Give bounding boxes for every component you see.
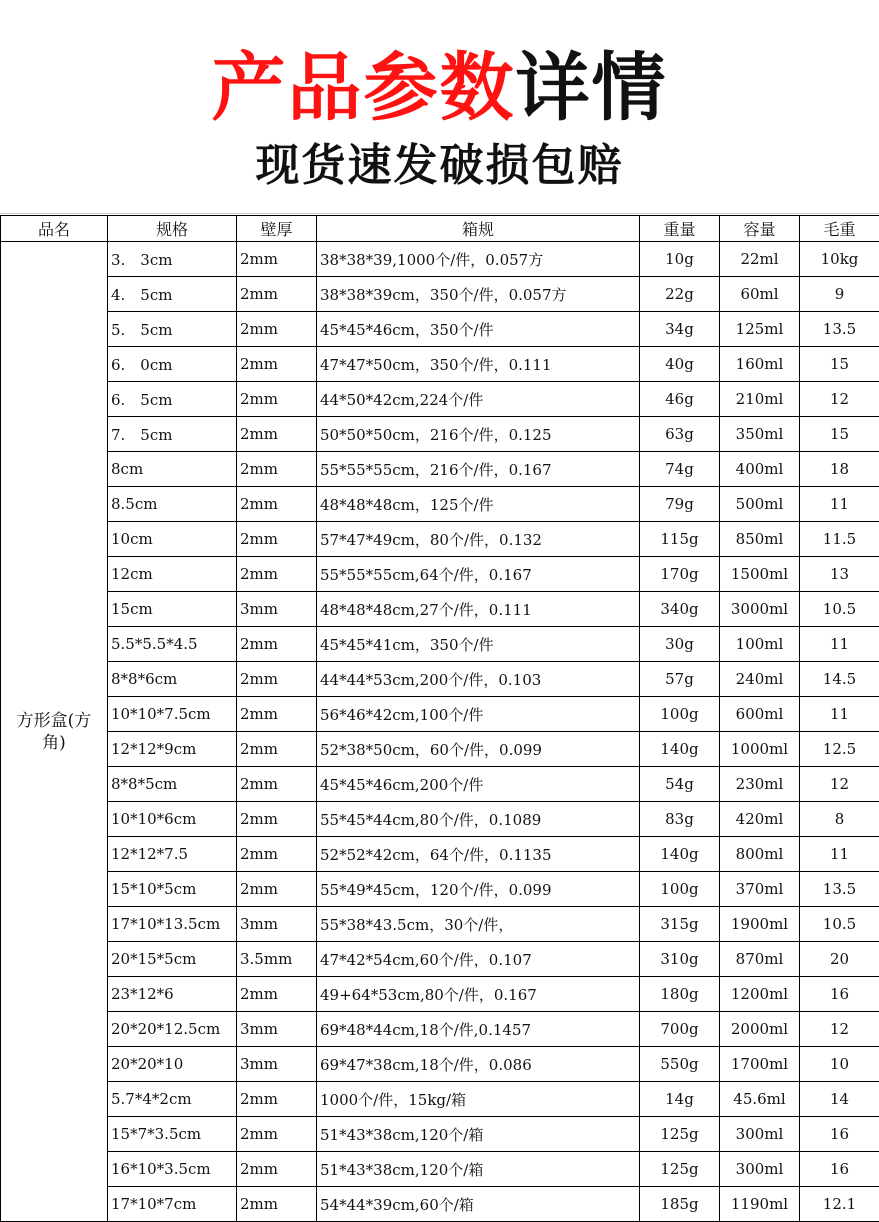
thickness-cell: 3mm — [237, 907, 317, 942]
carton-cell: 69*48*44cm,18个/件,0.1457 — [317, 1012, 640, 1047]
thickness-cell: 2mm — [237, 312, 317, 347]
weight-cell: 700g — [640, 1012, 720, 1047]
spec-cell: 15cm — [108, 592, 237, 627]
carton-cell: 52*52*42cm，64个/件，0.1135 — [317, 837, 640, 872]
table-row — [1, 767, 879, 802]
carton-cell: 45*45*46cm，350个/件 — [317, 312, 640, 347]
carton-cell: 45*45*46cm,200个/件 — [317, 767, 640, 802]
table-row — [1, 277, 879, 312]
weight-cell: 54g — [640, 767, 720, 802]
weight-cell: 550g — [640, 1047, 720, 1082]
thickness-cell: 2mm — [237, 382, 317, 417]
thickness-cell: 2mm — [237, 697, 317, 732]
thickness-cell: 2mm — [237, 662, 317, 697]
carton-cell: 57*47*49cm，80个/件，0.132 — [317, 522, 640, 557]
gross-weight-cell: 14 — [800, 1082, 879, 1117]
carton-cell: 48*48*48cm，125个/件 — [317, 487, 640, 522]
weight-cell: 46g — [640, 382, 720, 417]
table-row — [1, 522, 879, 557]
spec-cell: 5.7*4*2cm — [108, 1082, 237, 1117]
carton-cell: 55*45*44cm,80个/件，0.1089 — [317, 802, 640, 837]
spec-cell: 5.5*5.5*4.5 — [108, 627, 237, 662]
table-body — [1, 242, 879, 1222]
capacity-cell: 350ml — [720, 417, 800, 452]
gross-weight-cell: 8 — [800, 802, 879, 837]
capacity-cell: 3000ml — [720, 592, 800, 627]
table-row — [1, 907, 879, 942]
table-row — [1, 242, 879, 277]
carton-cell: 38*38*39cm，350个/件，0.057方 — [317, 277, 640, 312]
weight-cell: 340g — [640, 592, 720, 627]
table-row — [1, 557, 879, 592]
capacity-cell: 850ml — [720, 522, 800, 557]
title-black-part: 详情 — [516, 45, 668, 131]
thickness-cell: 2mm — [237, 487, 317, 522]
gross-weight-cell: 15 — [800, 417, 879, 452]
gross-weight-cell: 11 — [800, 697, 879, 732]
gross-weight-cell: 11 — [800, 487, 879, 522]
title-red-part: 产品参数 — [212, 45, 516, 131]
gross-weight-cell: 10.5 — [800, 592, 879, 627]
product-name-cell: 方形盒(方角) — [1, 242, 108, 1222]
table-row — [1, 697, 879, 732]
weight-cell: 315g — [640, 907, 720, 942]
table-row — [1, 1012, 879, 1047]
capacity-cell: 870ml — [720, 942, 800, 977]
weight-cell: 40g — [640, 347, 720, 382]
gross-weight-cell: 13.5 — [800, 872, 879, 907]
spec-cell: 17*10*7cm — [108, 1187, 237, 1222]
thickness-cell: 2mm — [237, 277, 317, 312]
capacity-cell: 240ml — [720, 662, 800, 697]
thickness-cell: 2mm — [237, 872, 317, 907]
carton-cell: 55*49*45cm，120个/件，0.099 — [317, 872, 640, 907]
capacity-cell: 420ml — [720, 802, 800, 837]
thickness-cell: 2mm — [237, 767, 317, 802]
spec-cell: 6. 5cm — [108, 382, 237, 417]
capacity-cell: 210ml — [720, 382, 800, 417]
gross-weight-cell: 16 — [800, 977, 879, 1012]
col-header-spec: 规格 — [108, 216, 237, 242]
spec-cell: 10*10*6cm — [108, 802, 237, 837]
capacity-cell: 60ml — [720, 277, 800, 312]
capacity-cell: 22ml — [720, 242, 800, 277]
table-row — [1, 487, 879, 522]
carton-cell: 51*43*38cm,120个/箱 — [317, 1152, 640, 1187]
carton-cell: 47*42*54cm,60个/件，0.107 — [317, 942, 640, 977]
col-header-capacity: 容量 — [720, 216, 800, 242]
gross-weight-cell: 13.5 — [800, 312, 879, 347]
capacity-cell: 1900ml — [720, 907, 800, 942]
thickness-cell: 3mm — [237, 592, 317, 627]
gross-weight-cell: 11.5 — [800, 522, 879, 557]
col-header-thickness: 壁厚 — [237, 216, 317, 242]
capacity-cell: 800ml — [720, 837, 800, 872]
gross-weight-cell: 11 — [800, 837, 879, 872]
weight-cell: 74g — [640, 452, 720, 487]
capacity-cell: 1190ml — [720, 1187, 800, 1222]
spec-cell: 16*10*3.5cm — [108, 1152, 237, 1187]
capacity-cell: 160ml — [720, 347, 800, 382]
thickness-cell: 2mm — [237, 977, 317, 1012]
capacity-cell: 500ml — [720, 487, 800, 522]
carton-cell: 69*47*38cm,18个/件，0.086 — [317, 1047, 640, 1082]
table-row — [1, 312, 879, 347]
carton-cell: 44*50*42cm,224个/件 — [317, 382, 640, 417]
weight-cell: 22g — [640, 277, 720, 312]
thickness-cell: 2mm — [237, 347, 317, 382]
thickness-cell: 2mm — [237, 557, 317, 592]
thickness-cell: 2mm — [237, 1117, 317, 1152]
table-row — [1, 1117, 879, 1152]
col-header-carton: 箱规 — [317, 216, 640, 242]
carton-cell: 48*48*48cm,27个/件，0.111 — [317, 592, 640, 627]
weight-cell: 30g — [640, 627, 720, 662]
spec-cell: 4. 5cm — [108, 277, 237, 312]
page-title — [0, 40, 879, 136]
spec-cell: 10*10*7.5cm — [108, 697, 237, 732]
gross-weight-cell: 12.5 — [800, 732, 879, 767]
table-row — [1, 417, 879, 452]
weight-cell: 140g — [640, 837, 720, 872]
capacity-cell: 1000ml — [720, 732, 800, 767]
table-row — [1, 1152, 879, 1187]
thickness-cell: 2mm — [237, 1082, 317, 1117]
carton-cell: 1000个/件，15kg/箱 — [317, 1082, 640, 1117]
weight-cell: 34g — [640, 312, 720, 347]
weight-cell: 125g — [640, 1117, 720, 1152]
spec-cell: 12*12*7.5 — [108, 837, 237, 872]
thickness-cell: 2mm — [237, 1187, 317, 1222]
table-row — [1, 452, 879, 487]
gross-weight-cell: 12 — [800, 1012, 879, 1047]
table-row — [1, 942, 879, 977]
col-header-name: 品名 — [1, 216, 108, 242]
thickness-cell: 2mm — [237, 417, 317, 452]
header-banner — [0, 0, 879, 214]
capacity-cell: 45.6ml — [720, 1082, 800, 1117]
thickness-cell: 2mm — [237, 452, 317, 487]
weight-cell: 140g — [640, 732, 720, 767]
spec-cell: 20*20*12.5cm — [108, 1012, 237, 1047]
weight-cell: 57g — [640, 662, 720, 697]
weight-cell: 10g — [640, 242, 720, 277]
weight-cell: 100g — [640, 697, 720, 732]
table-row — [1, 662, 879, 697]
carton-cell: 44*44*53cm,200个/件，0.103 — [317, 662, 640, 697]
gross-weight-cell: 18 — [800, 452, 879, 487]
spec-cell: 8*8*5cm — [108, 767, 237, 802]
table-header-row — [1, 216, 879, 242]
gross-weight-cell: 9 — [800, 277, 879, 312]
spec-cell: 5. 5cm — [108, 312, 237, 347]
capacity-cell: 400ml — [720, 452, 800, 487]
col-header-gross: 毛重 — [800, 216, 879, 242]
page-subtitle: 现货速发破损包赔 — [0, 138, 879, 194]
carton-cell: 54*44*39cm,60个/箱 — [317, 1187, 640, 1222]
capacity-cell: 1500ml — [720, 557, 800, 592]
capacity-cell: 300ml — [720, 1152, 800, 1187]
table-row — [1, 382, 879, 417]
weight-cell: 79g — [640, 487, 720, 522]
capacity-cell: 2000ml — [720, 1012, 800, 1047]
capacity-cell: 370ml — [720, 872, 800, 907]
carton-cell: 51*43*38cm,120个/箱 — [317, 1117, 640, 1152]
thickness-cell: 2mm — [237, 627, 317, 662]
weight-cell: 180g — [640, 977, 720, 1012]
carton-cell: 55*55*55cm,64个/件，0.167 — [317, 557, 640, 592]
col-header-weight: 重量 — [640, 216, 720, 242]
spec-cell: 12cm — [108, 557, 237, 592]
weight-cell: 63g — [640, 417, 720, 452]
gross-weight-cell: 15 — [800, 347, 879, 382]
weight-cell: 125g — [640, 1152, 720, 1187]
gross-weight-cell: 16 — [800, 1152, 879, 1187]
table-row — [1, 1187, 879, 1222]
thickness-cell: 2mm — [237, 1152, 317, 1187]
thickness-cell: 3mm — [237, 1047, 317, 1082]
weight-cell: 100g — [640, 872, 720, 907]
spec-cell: 8.5cm — [108, 487, 237, 522]
thickness-cell: 2mm — [237, 732, 317, 767]
capacity-cell: 100ml — [720, 627, 800, 662]
weight-cell: 83g — [640, 802, 720, 837]
carton-cell: 50*50*50cm，216个/件，0.125 — [317, 417, 640, 452]
gross-weight-cell: 10 — [800, 1047, 879, 1082]
carton-cell: 45*45*41cm，350个/件 — [317, 627, 640, 662]
table-row — [1, 1047, 879, 1082]
table-row — [1, 1082, 879, 1117]
capacity-cell: 125ml — [720, 312, 800, 347]
spec-cell: 6. 0cm — [108, 347, 237, 382]
carton-cell: 52*38*50cm，60个/件，0.099 — [317, 732, 640, 767]
gross-weight-cell: 12 — [800, 767, 879, 802]
gross-weight-cell: 11 — [800, 627, 879, 662]
capacity-cell: 1200ml — [720, 977, 800, 1012]
spec-cell: 23*12*6 — [108, 977, 237, 1012]
weight-cell: 170g — [640, 557, 720, 592]
gross-weight-cell: 14.5 — [800, 662, 879, 697]
spec-cell: 20*15*5cm — [108, 942, 237, 977]
spec-cell: 17*10*13.5cm — [108, 907, 237, 942]
spec-cell: 15*7*3.5cm — [108, 1117, 237, 1152]
carton-cell: 49+64*53cm,80个/件，0.167 — [317, 977, 640, 1012]
gross-weight-cell: 10.5 — [800, 907, 879, 942]
capacity-cell: 230ml — [720, 767, 800, 802]
spec-cell: 10cm — [108, 522, 237, 557]
gross-weight-cell: 16 — [800, 1117, 879, 1152]
gross-weight-cell: 12.1 — [800, 1187, 879, 1222]
spec-cell: 12*12*9cm — [108, 732, 237, 767]
carton-cell: 55*55*55cm，216个/件，0.167 — [317, 452, 640, 487]
capacity-cell: 600ml — [720, 697, 800, 732]
gross-weight-cell: 12 — [800, 382, 879, 417]
carton-cell: 56*46*42cm,100个/件 — [317, 697, 640, 732]
carton-cell: 38*38*39,1000个/件，0.057方 — [317, 242, 640, 277]
capacity-cell: 300ml — [720, 1117, 800, 1152]
capacity-cell: 1700ml — [720, 1047, 800, 1082]
table-row — [1, 732, 879, 767]
table-row — [1, 627, 879, 662]
gross-weight-cell: 10kg — [800, 242, 879, 277]
spec-cell: 7. 5cm — [108, 417, 237, 452]
spec-cell: 3. 3cm — [108, 242, 237, 277]
thickness-cell: 3mm — [237, 1012, 317, 1047]
weight-cell: 310g — [640, 942, 720, 977]
table-row — [1, 977, 879, 1012]
thickness-cell: 2mm — [237, 242, 317, 277]
thickness-cell: 2mm — [237, 837, 317, 872]
thickness-cell: 2mm — [237, 522, 317, 557]
spec-table — [0, 215, 879, 1222]
table-row — [1, 347, 879, 382]
thickness-cell: 3.5mm — [237, 942, 317, 977]
spec-cell: 15*10*5cm — [108, 872, 237, 907]
gross-weight-cell: 13 — [800, 557, 879, 592]
table-row — [1, 802, 879, 837]
table-row — [1, 837, 879, 872]
weight-cell: 14g — [640, 1082, 720, 1117]
thickness-cell: 2mm — [237, 802, 317, 837]
table-row — [1, 592, 879, 627]
spec-cell: 8cm — [108, 452, 237, 487]
weight-cell: 185g — [640, 1187, 720, 1222]
weight-cell: 115g — [640, 522, 720, 557]
carton-cell: 47*47*50cm，350个/件，0.111 — [317, 347, 640, 382]
carton-cell: 55*38*43.5cm，30个/件， — [317, 907, 640, 942]
spec-cell: 20*20*10 — [108, 1047, 237, 1082]
table-row — [1, 872, 879, 907]
spec-cell: 8*8*6cm — [108, 662, 237, 697]
gross-weight-cell: 20 — [800, 942, 879, 977]
